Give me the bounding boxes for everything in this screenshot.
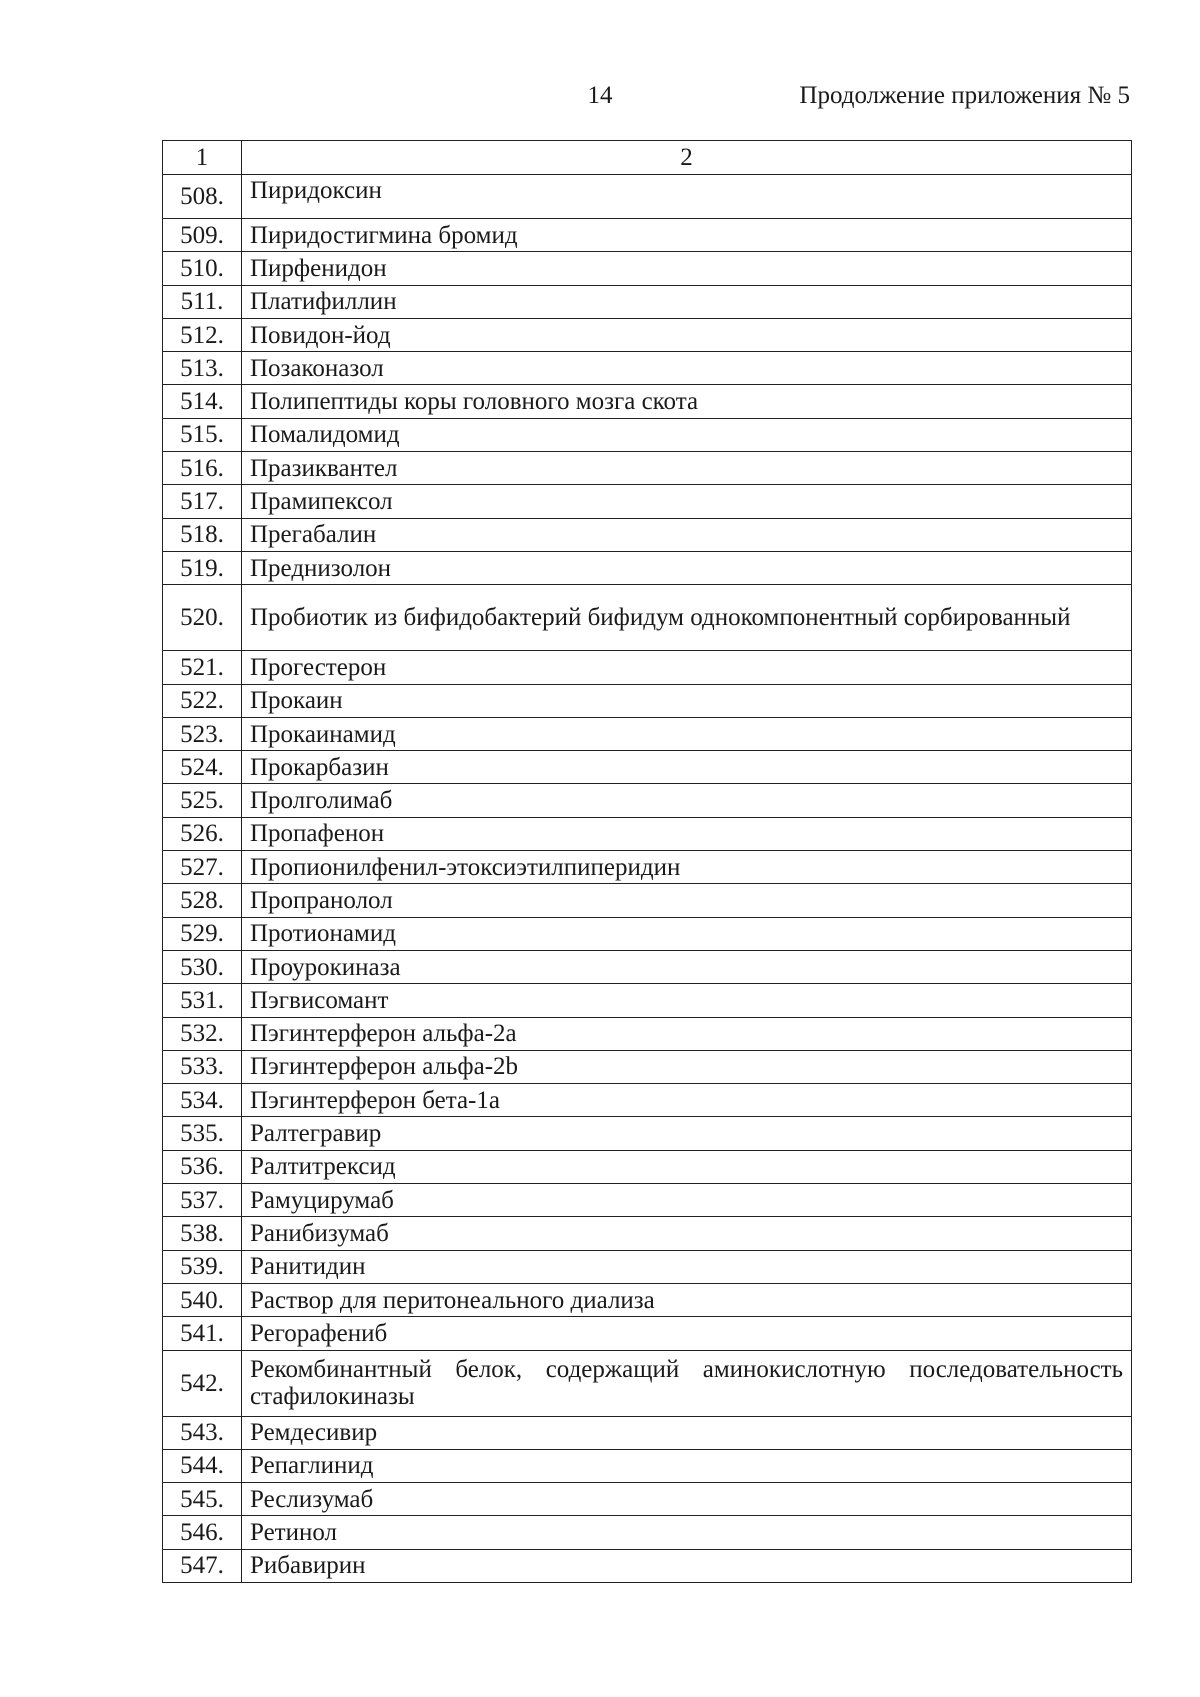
row-number: 534. bbox=[163, 1084, 242, 1117]
table-row bbox=[163, 551, 1132, 584]
row-number: 511. bbox=[163, 285, 242, 318]
row-number: 516. bbox=[163, 452, 242, 485]
row-number: 532. bbox=[163, 1017, 242, 1050]
drug-name: Репаглинид bbox=[242, 1449, 1132, 1482]
table-row bbox=[163, 717, 1132, 750]
drug-name: Прегабалин bbox=[242, 518, 1132, 551]
drug-name: Прокаинамид bbox=[242, 717, 1132, 750]
row-number: 519. bbox=[163, 551, 242, 584]
row-number: 522. bbox=[163, 684, 242, 717]
drug-name: Рибавирин bbox=[242, 1549, 1132, 1582]
drug-name: Позаконазол bbox=[242, 352, 1132, 385]
drug-list-table bbox=[162, 140, 1132, 1583]
page-number: 14 bbox=[587, 82, 613, 109]
drug-name: Полипептиды коры головного мозга скота bbox=[242, 385, 1132, 418]
row-number: 531. bbox=[163, 984, 242, 1017]
row-number: 540. bbox=[163, 1283, 242, 1316]
drug-name: Прогестерон bbox=[242, 651, 1132, 684]
table-row bbox=[163, 1516, 1132, 1549]
table-row bbox=[163, 175, 1132, 219]
drug-name: Реслизумаб bbox=[242, 1483, 1132, 1516]
drug-name: Регорафениб bbox=[242, 1317, 1132, 1350]
row-number: 510. bbox=[163, 252, 242, 285]
drug-name: Пэгинтерферон альфа-2а bbox=[242, 1017, 1132, 1050]
table-row bbox=[163, 318, 1132, 351]
row-number: 533. bbox=[163, 1050, 242, 1083]
table-row bbox=[163, 418, 1132, 451]
row-number: 512. bbox=[163, 318, 242, 351]
table-row bbox=[163, 452, 1132, 485]
drug-name: Прамипексол bbox=[242, 485, 1132, 518]
row-number: 509. bbox=[163, 219, 242, 252]
row-number: 536. bbox=[163, 1150, 242, 1183]
row-number: 547. bbox=[163, 1549, 242, 1582]
table-row bbox=[163, 651, 1132, 684]
row-number: 526. bbox=[163, 817, 242, 850]
drug-name: Пропафенон bbox=[242, 817, 1132, 850]
drug-name: Пиридостигмина бромид bbox=[242, 219, 1132, 252]
drug-name: Ранитидин bbox=[242, 1250, 1132, 1283]
table-row bbox=[163, 1084, 1132, 1117]
drug-name: Пиридоксин bbox=[242, 175, 1132, 219]
row-number: 546. bbox=[163, 1516, 242, 1549]
table-row bbox=[163, 950, 1132, 983]
table-row bbox=[163, 1184, 1132, 1217]
row-number: 537. bbox=[163, 1184, 242, 1217]
drug-name: Пэгвисомант bbox=[242, 984, 1132, 1017]
row-number: 529. bbox=[163, 917, 242, 950]
drug-name: Платифиллин bbox=[242, 285, 1132, 318]
table-row bbox=[163, 884, 1132, 917]
table-row bbox=[163, 851, 1132, 884]
table-row bbox=[163, 1549, 1132, 1582]
table-row bbox=[163, 285, 1132, 318]
row-number: 539. bbox=[163, 1250, 242, 1283]
row-number: 517. bbox=[163, 485, 242, 518]
drug-name: Преднизолон bbox=[242, 551, 1132, 584]
row-number: 544. bbox=[163, 1449, 242, 1482]
table-row bbox=[163, 1317, 1132, 1350]
row-number: 514. bbox=[163, 385, 242, 418]
drug-name: Пэгинтерферон альфа-2b bbox=[242, 1050, 1132, 1083]
table-row bbox=[163, 485, 1132, 518]
drug-name: Рамуцирумаб bbox=[242, 1184, 1132, 1217]
table-row bbox=[163, 984, 1132, 1017]
drug-name: Протионамид bbox=[242, 917, 1132, 950]
row-number: 508. bbox=[163, 175, 242, 219]
table-row bbox=[163, 1150, 1132, 1183]
drug-name: Повидон-йод bbox=[242, 318, 1132, 351]
row-number: 515. bbox=[163, 418, 242, 451]
table-header-row bbox=[163, 141, 1132, 175]
row-number: 535. bbox=[163, 1117, 242, 1150]
row-number: 530. bbox=[163, 950, 242, 983]
row-number: 521. bbox=[163, 651, 242, 684]
table-row bbox=[163, 1350, 1132, 1416]
drug-name: Пробиотик из бифидобактерий бифидум однокомпонентный сорбированный bbox=[242, 585, 1132, 651]
table-row bbox=[163, 684, 1132, 717]
row-number: 523. bbox=[163, 717, 242, 750]
table-row bbox=[163, 917, 1132, 950]
table-row bbox=[163, 385, 1132, 418]
table-row bbox=[163, 252, 1132, 285]
drug-name: Раствор для перитонеального диализа bbox=[242, 1283, 1132, 1316]
row-number: 528. bbox=[163, 884, 242, 917]
row-number: 538. bbox=[163, 1217, 242, 1250]
drug-name: Пропранолол bbox=[242, 884, 1132, 917]
table-row bbox=[163, 1416, 1132, 1449]
row-number: 518. bbox=[163, 518, 242, 551]
table-row bbox=[163, 751, 1132, 784]
drug-name: Ралтегравир bbox=[242, 1117, 1132, 1150]
table-row bbox=[163, 518, 1132, 551]
row-number: 513. bbox=[163, 352, 242, 385]
table-row bbox=[163, 784, 1132, 817]
drug-name: Празиквантел bbox=[242, 452, 1132, 485]
row-number: 541. bbox=[163, 1317, 242, 1350]
drug-name: Ретинол bbox=[242, 1516, 1132, 1549]
row-number: 524. bbox=[163, 751, 242, 784]
row-number: 520. bbox=[163, 585, 242, 651]
table-row bbox=[163, 1449, 1132, 1482]
row-number: 525. bbox=[163, 784, 242, 817]
table-row bbox=[163, 585, 1132, 651]
drug-name: Пропионилфенил-этоксиэтилпиперидин bbox=[242, 851, 1132, 884]
drug-name: Рекомбинантный белок, содержащий аминокислотную последовательность стафилокиназы bbox=[242, 1350, 1132, 1416]
table-row bbox=[163, 817, 1132, 850]
row-number: 545. bbox=[163, 1483, 242, 1516]
drug-name: Проурокиназа bbox=[242, 950, 1132, 983]
drug-name: Помалидомид bbox=[242, 418, 1132, 451]
drug-name: Прокарбазин bbox=[242, 751, 1132, 784]
table-row bbox=[163, 1050, 1132, 1083]
drug-name: Пирфенидон bbox=[242, 252, 1132, 285]
table-row bbox=[163, 1217, 1132, 1250]
drug-name: Ралтитрексид bbox=[242, 1150, 1132, 1183]
drug-name: Ранибизумаб bbox=[242, 1217, 1132, 1250]
row-number: 527. bbox=[163, 851, 242, 884]
table-row bbox=[163, 1283, 1132, 1316]
column-header-name: 2 bbox=[242, 141, 1132, 175]
row-number: 542. bbox=[163, 1350, 242, 1416]
appendix-continuation-title: Продолжение приложения № 5 bbox=[799, 82, 1130, 109]
row-number: 543. bbox=[163, 1416, 242, 1449]
drug-name: Пролголимаб bbox=[242, 784, 1132, 817]
drug-name: Пэгинтерферон бета-1а bbox=[242, 1084, 1132, 1117]
table-row bbox=[163, 1250, 1132, 1283]
column-header-number: 1 bbox=[163, 141, 242, 175]
table-row bbox=[163, 1117, 1132, 1150]
table-row bbox=[163, 1017, 1132, 1050]
table-row bbox=[163, 352, 1132, 385]
table-row bbox=[163, 219, 1132, 252]
table-row bbox=[163, 1483, 1132, 1516]
drug-name: Ремдесивир bbox=[242, 1416, 1132, 1449]
drug-name: Прокаин bbox=[242, 684, 1132, 717]
